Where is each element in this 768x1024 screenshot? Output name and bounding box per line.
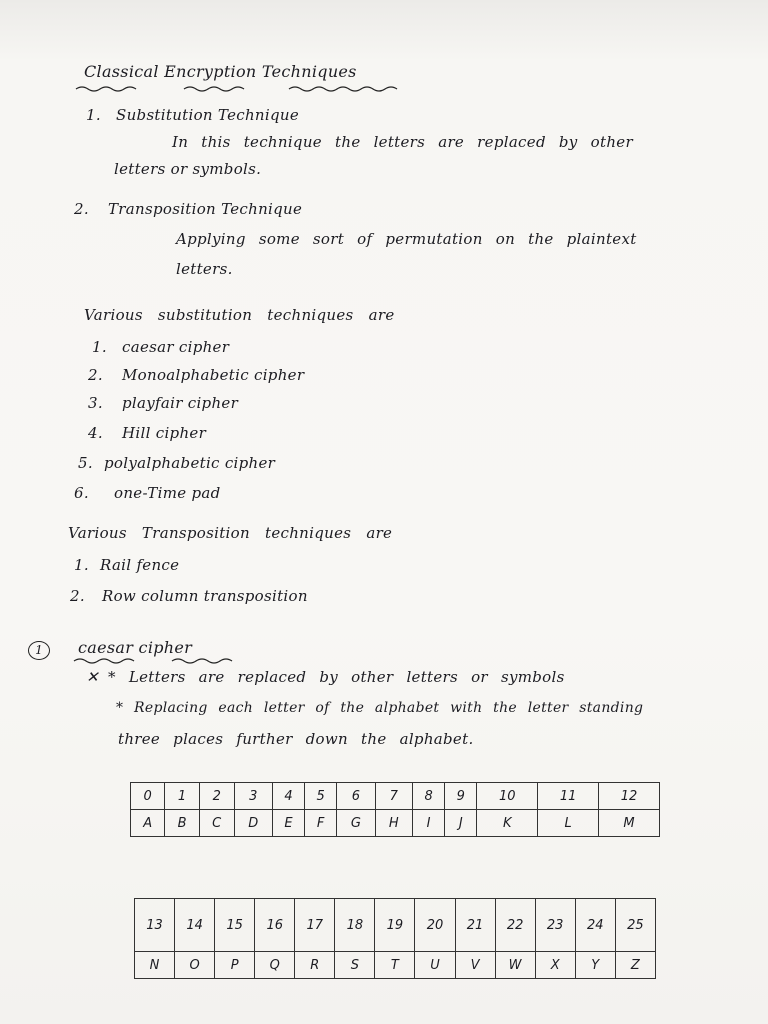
table-cell: 19	[375, 899, 415, 952]
scribble-mark: ✕	[86, 668, 99, 686]
section-number-circle: 1	[28, 641, 50, 660]
table-cell: 8	[413, 783, 445, 810]
table-cell: 22	[495, 899, 535, 952]
table-cell: W	[495, 952, 535, 979]
table-cell: 24	[575, 899, 615, 952]
list-number: 6.	[74, 484, 89, 502]
table-cell: 14	[175, 899, 215, 952]
table-cell: C	[199, 810, 234, 837]
caesar-bullet-2-line2: three places further down the alphabet.	[118, 730, 474, 748]
table-cell: 23	[535, 899, 575, 952]
title-underline	[74, 84, 404, 92]
alphabet-table-1	[130, 782, 660, 837]
list-label: Monoalphabetic cipher	[122, 366, 305, 384]
list-label: playfair cipher	[122, 394, 239, 412]
table-cell: K	[477, 810, 538, 837]
list-number: 5.	[78, 454, 93, 472]
table-cell: U	[415, 952, 455, 979]
table-cell: 0	[131, 783, 165, 810]
table-cell: O	[175, 952, 215, 979]
caesar-bullet-2-line1: * Replacing each letter of the alphabet with the letter standing	[116, 700, 644, 716]
table-cell: 5	[305, 783, 337, 810]
table-cell: F	[305, 810, 337, 837]
table-cell: N	[135, 952, 175, 979]
table-cell: I	[413, 810, 445, 837]
table-cell: 18	[335, 899, 375, 952]
list-label: polyalphabetic cipher	[104, 454, 276, 472]
table-cell: 25	[615, 899, 655, 952]
type-1-desc-line2: letters or symbols.	[114, 160, 262, 178]
table-cell: E	[272, 810, 304, 837]
list-number: 4.	[88, 424, 103, 442]
type-1-name: Substitution Technique	[116, 106, 300, 124]
table-cell: 20	[415, 899, 455, 952]
table-cell: H	[375, 810, 412, 837]
table-cell: T	[375, 952, 415, 979]
table-row-letters	[131, 810, 660, 837]
list-label: caesar cipher	[122, 338, 230, 356]
alphabet-table-2	[134, 898, 656, 979]
caesar-heading: caesar cipher	[78, 638, 193, 657]
page-title: Classical Encryption Techniques	[84, 62, 357, 81]
list-label: Rail fence	[100, 556, 180, 574]
table-row-letters	[135, 952, 656, 979]
table-cell: V	[455, 952, 495, 979]
table-cell: 15	[215, 899, 255, 952]
caesar-underline	[72, 656, 242, 664]
table-cell: X	[535, 952, 575, 979]
table-cell: 21	[455, 899, 495, 952]
table-cell: 10	[477, 783, 538, 810]
list-label: Hill cipher	[122, 424, 207, 442]
table-cell: 7	[375, 783, 412, 810]
table-cell: Y	[575, 952, 615, 979]
type-2-desc-line2: letters.	[176, 260, 233, 278]
table-cell: S	[335, 952, 375, 979]
list-number: 2.	[88, 366, 103, 384]
type-1-number: 1.	[86, 106, 101, 124]
list-label: one-Time pad	[114, 484, 221, 502]
table-cell: 13	[135, 899, 175, 952]
table-cell: G	[337, 810, 375, 837]
table-cell: 4	[272, 783, 304, 810]
table-cell: 3	[234, 783, 272, 810]
substitution-heading: Various substitution techniques are	[84, 306, 395, 324]
caesar-bullet-1: * Letters are replaced by other letters or symbols	[108, 668, 565, 686]
table-cell: 16	[255, 899, 295, 952]
type-2-name: Transposition Technique	[108, 200, 303, 218]
table-cell: A	[131, 810, 165, 837]
list-number: 1.	[74, 556, 89, 574]
table-cell: 6	[337, 783, 375, 810]
table-cell: 1	[165, 783, 199, 810]
transposition-heading: Various Transposition techniques are	[68, 524, 393, 542]
table-cell: R	[295, 952, 335, 979]
type-2-number: 2.	[74, 200, 89, 218]
table-cell: Z	[615, 952, 655, 979]
list-label: Row column transposition	[102, 587, 308, 605]
table-cell: B	[165, 810, 199, 837]
table-cell: Q	[255, 952, 295, 979]
type-1-desc-line1: In this technique the letters are replaced by other	[172, 133, 633, 151]
list-number: 2.	[70, 587, 85, 605]
table-cell: 17	[295, 899, 335, 952]
table-cell: L	[538, 810, 599, 837]
table-row-numbers	[135, 899, 656, 952]
table-cell: 11	[538, 783, 599, 810]
table-cell: 2	[199, 783, 234, 810]
table-cell: P	[215, 952, 255, 979]
list-number: 1.	[92, 338, 107, 356]
table-row-numbers	[131, 783, 660, 810]
table-cell: J	[445, 810, 477, 837]
table-cell: D	[234, 810, 272, 837]
list-number: 3.	[88, 394, 103, 412]
table-cell: M	[599, 810, 660, 837]
table-cell: 12	[599, 783, 660, 810]
table-cell: 9	[445, 783, 477, 810]
type-2-desc-line1: Applying some sort of permutation on the plaintext	[176, 230, 637, 248]
